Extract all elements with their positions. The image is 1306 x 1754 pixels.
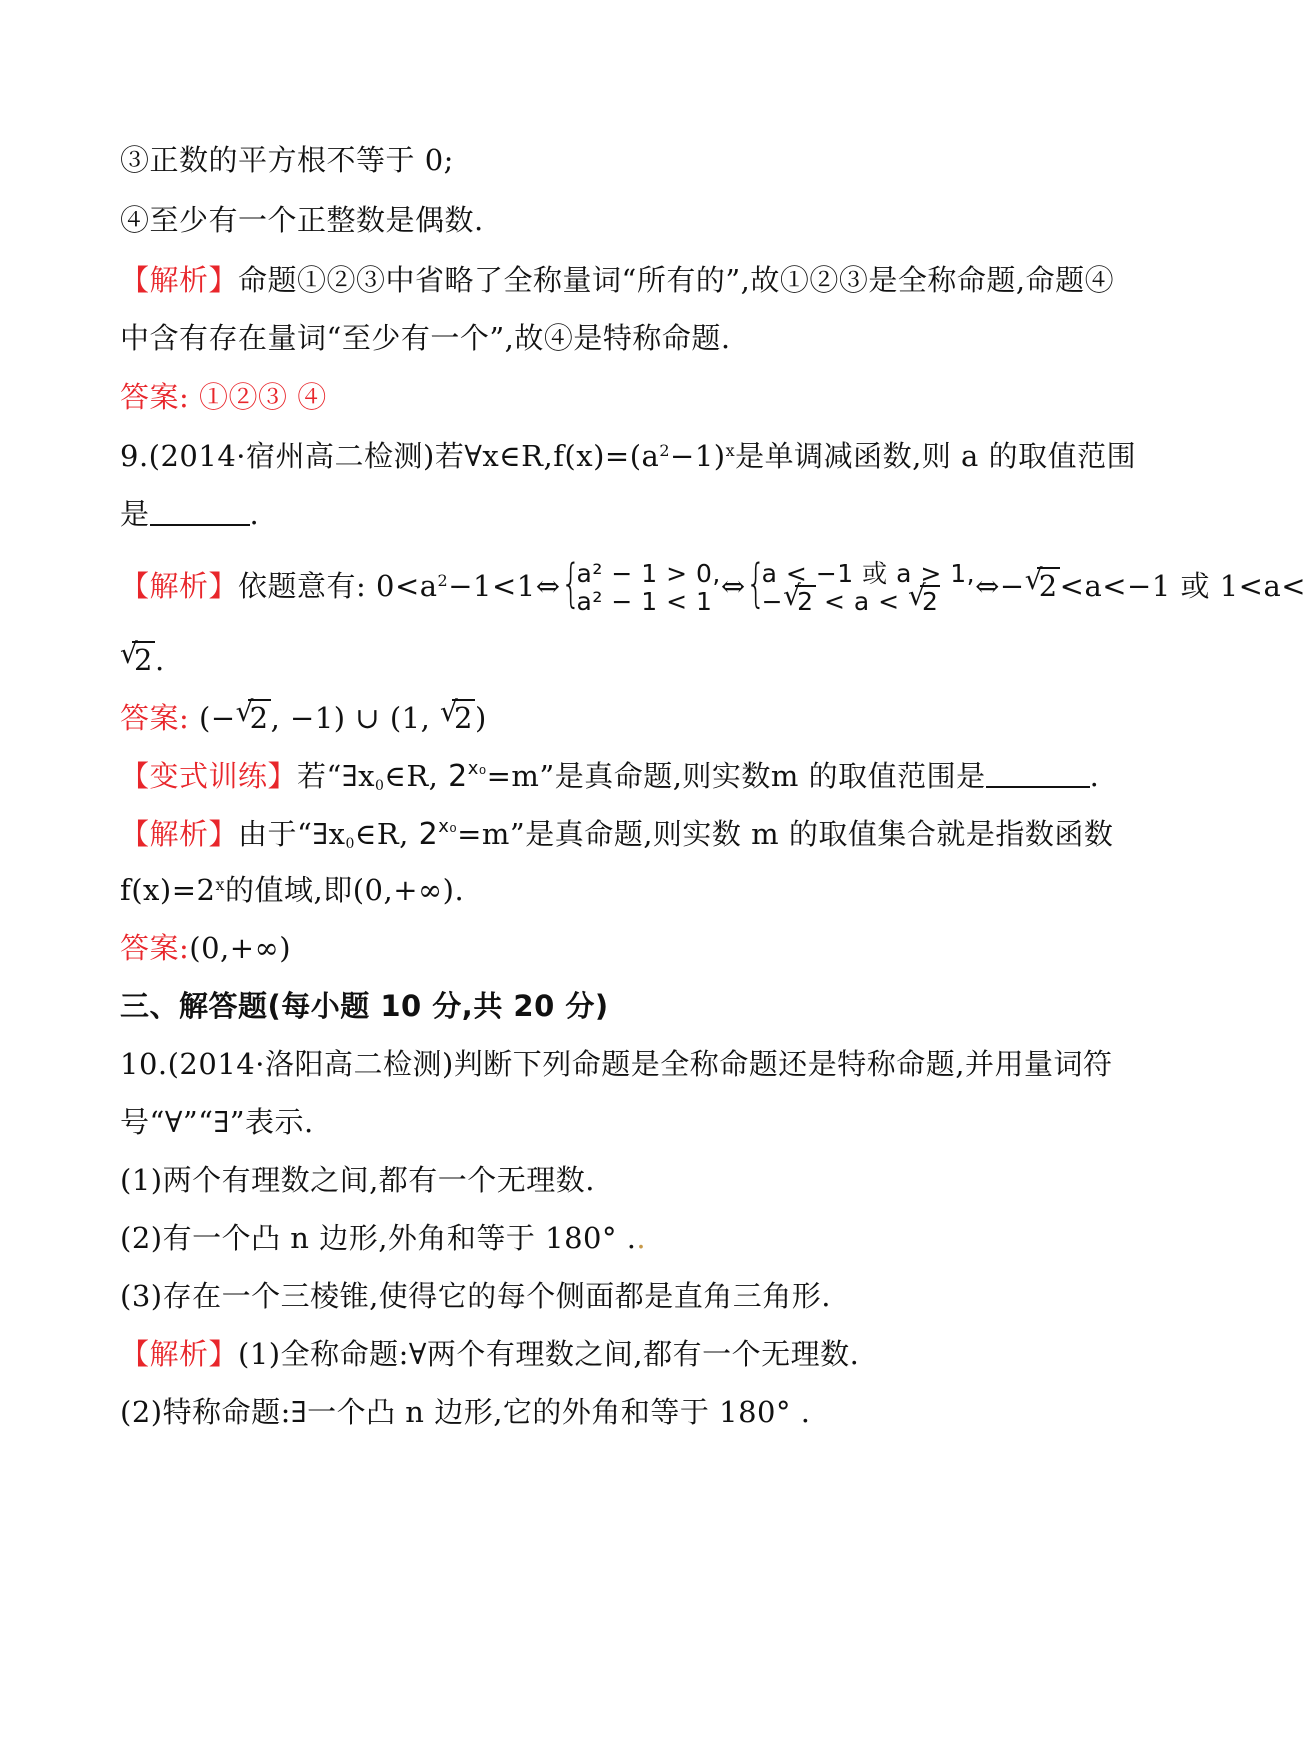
sqrt [120, 637, 155, 680]
text: 是单调减函数,则 a 的取值范围 [735, 439, 1137, 473]
text: . [154, 643, 165, 677]
analysis-tag: 【解析】 [120, 817, 239, 851]
analysis-8-line1 [120, 260, 1120, 300]
section-heading [120, 986, 1120, 1026]
answer-blank [150, 496, 250, 526]
radical-icon: √ [783, 579, 802, 612]
text: 号“∀”“∃”表示. [120, 1105, 314, 1139]
answer-tag: 答案: [120, 380, 190, 414]
text: 2 [418, 817, 439, 852]
text: =m”是真命题,则实数 m 的取值集合就是指数函数 [457, 817, 1114, 851]
text: (3)存在一个三棱锥,使得它的每个侧面都是直角三角形. [120, 1279, 832, 1313]
text: 由于“∃x [238, 817, 346, 851]
radicand: 2 [454, 701, 473, 735]
text: (− [189, 701, 236, 735]
radical-icon: √ [120, 637, 139, 670]
sqrt [908, 579, 940, 616]
analysis-tag: 【解析】 [120, 569, 239, 603]
text: ⇔− [975, 569, 1025, 603]
subscript: 0 [345, 836, 355, 852]
text: 2 [448, 759, 468, 794]
answer-9 [120, 695, 1120, 738]
text: 命题①②③中省略了全称量词“所有的”,故①②③是全称命题,命题④ [238, 263, 1115, 297]
text: (1)全称命题:∀两个有理数之间,都有一个无理数. [238, 1337, 860, 1371]
question-9-line1 [120, 436, 1137, 476]
heading-text: 三、解答题(每小题 10 分,共 20 分) [120, 989, 609, 1023]
question-10-line2 [120, 1102, 1120, 1142]
exponent: x₀ [438, 816, 458, 837]
text: ) [474, 701, 487, 735]
text: (1)两个有理数之间,都有一个无理数. [120, 1163, 596, 1197]
sqrt [783, 579, 815, 616]
left-brace-icon: { [560, 554, 581, 614]
answer-variant [120, 928, 1120, 968]
text: . [249, 497, 260, 531]
exponent: x₀ [467, 758, 487, 779]
text: 依题意有: 0<a [238, 569, 438, 603]
subscript: 0 [374, 778, 385, 794]
system-row [761, 579, 975, 616]
equation-system-1 [560, 554, 721, 616]
radicand: 2 [1038, 569, 1058, 603]
radicand: 2 [797, 587, 814, 616]
text: 中含有存在量词“至少有一个”,故④是特称命题. [120, 321, 731, 355]
text: . [1089, 759, 1100, 793]
exponent: 2 [437, 571, 449, 590]
text: =m”是真命题,则实数m 的取值范围是 [486, 759, 986, 793]
question-9-line2 [120, 494, 1120, 534]
exponent: 2 [659, 441, 671, 460]
line-item-3 [120, 140, 1120, 180]
text: ④至少有一个正整数是偶数. [120, 203, 484, 237]
radicand: 2 [922, 587, 939, 616]
left-brace-icon: { [745, 554, 766, 614]
analysis-variant-line2 [120, 870, 1120, 910]
question-10-item1 [120, 1160, 1120, 1200]
text: 是 [120, 497, 150, 531]
text: ∈R, [384, 759, 449, 793]
text: (2)有一个凸 n 边形,外角和等于 180° . [120, 1221, 637, 1255]
text: 9.(2014·宿州高二检测)若∀x∈R,f(x)=(a [120, 439, 660, 473]
exponent: x [725, 441, 736, 460]
text: 的值域,即(0,+∞). [225, 873, 465, 907]
text: 若“∃x [297, 759, 375, 793]
system-row: a² − 1 < 1 [576, 587, 713, 616]
text: −1<1⇔ [448, 569, 561, 603]
system-row: a < −1 或 a > 1, [761, 559, 976, 588]
text: . [636, 1221, 647, 1255]
radical-icon: √ [908, 579, 927, 612]
radical-icon: √ [440, 695, 459, 728]
variant-training [120, 756, 1120, 797]
text: ⇔ [720, 569, 746, 603]
analysis-8-line2 [120, 318, 1120, 358]
text: ③正数的平方根不等于 0; [120, 143, 454, 177]
text: −1) [670, 439, 726, 473]
analysis-9-line1 [120, 554, 1306, 616]
radicand: 2 [249, 701, 269, 735]
analysis-9-line2 [120, 637, 1120, 680]
text: f(x)=2 [120, 873, 216, 907]
radicand: 2 [134, 643, 153, 677]
question-10-item3 [120, 1276, 1120, 1316]
text: (2)特称命题:∃一个凸 n 边形,它的外角和等于 180° . [120, 1395, 811, 1429]
text: − [761, 587, 784, 616]
text: < a < [815, 587, 909, 616]
analysis-10-line2 [120, 1392, 1120, 1432]
sqrt [235, 695, 271, 738]
text: (0,+∞) [189, 931, 292, 965]
text: 10.(2014·洛阳高二检测)判断下列命题是全称命题还是特称命题,并用量词符 [120, 1047, 1113, 1081]
sqrt [440, 695, 475, 738]
line-item-4 [120, 200, 1120, 240]
answer-blank [986, 758, 1090, 788]
equation-system-2 [745, 554, 976, 616]
radical-icon: √ [235, 695, 254, 728]
analysis-tag: 【解析】 [120, 263, 239, 297]
question-10-item2 [120, 1218, 1120, 1258]
sqrt [1025, 556, 1060, 616]
analysis-tag: 【解析】 [120, 1337, 239, 1371]
analysis-variant-line1 [120, 814, 1120, 855]
radical-icon: √ [1024, 563, 1044, 596]
system-row: a² − 1 > 0, [576, 559, 721, 588]
answer-8 [120, 377, 1120, 417]
text: <a<−1 或 1<a< [1059, 569, 1306, 603]
text: ∈R, [354, 817, 419, 851]
exponent: x [215, 875, 225, 894]
question-10-line1 [120, 1044, 1120, 1084]
answer-tag: 答案: [120, 931, 190, 965]
text: , −1) ∪ (1, [270, 701, 441, 735]
answer-text: ①②③ ④ [189, 380, 327, 414]
variant-tag: 【变式训练】 [120, 759, 298, 793]
analysis-10-line1 [120, 1334, 1120, 1374]
answer-tag: 答案: [120, 701, 190, 735]
